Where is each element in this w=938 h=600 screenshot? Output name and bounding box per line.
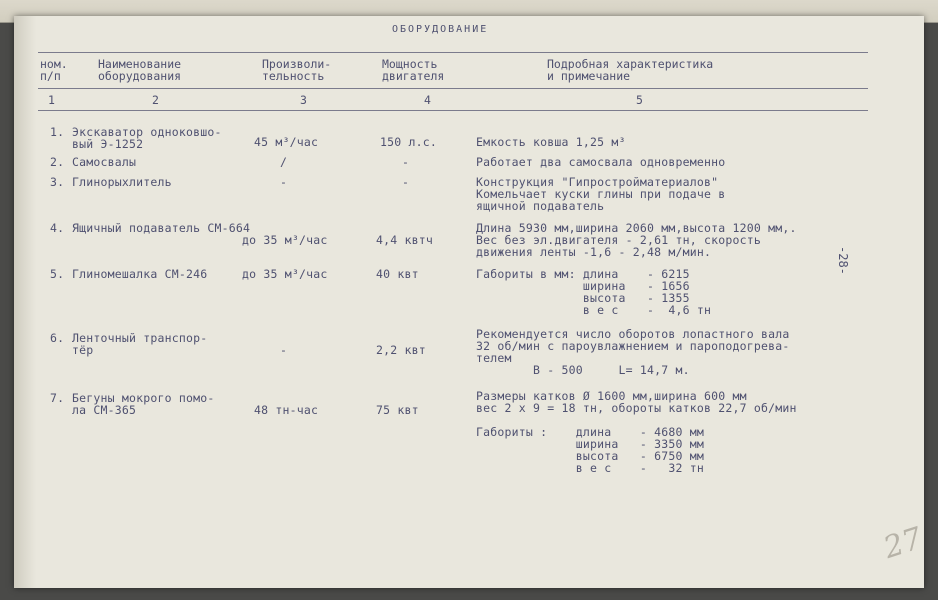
equipment-name: Ящичный подаватель СМ-664 bbox=[72, 221, 251, 235]
motor-power: - bbox=[402, 175, 410, 189]
col-number-1: 1 bbox=[48, 93, 55, 107]
notes: Конструкция "Гипростройматериалов" Комельчает куски глины при подаче в ящичной подаватель bbox=[476, 175, 726, 213]
productivity: до 35 м³/час bbox=[242, 233, 328, 247]
handwritten-page-number: 27 bbox=[879, 520, 927, 567]
document-title: ОБОРУДОВАНИЕ bbox=[392, 24, 489, 35]
motor-power: 2,2 квт bbox=[376, 343, 426, 357]
header-col-name: Наименование оборудования bbox=[98, 57, 182, 83]
motor-power: 150 л.с. bbox=[380, 135, 437, 149]
header-top-rule bbox=[38, 52, 868, 53]
motor-power: 40 квт bbox=[376, 267, 419, 281]
col-number-2: 2 bbox=[152, 93, 159, 107]
header-col-power: Мощность двигателя bbox=[382, 57, 445, 83]
notes: Габориты в мм: длина - 6215 ширина - 1656 высота - 1355 в е с - 4,6 тн bbox=[476, 267, 712, 317]
header-col-number: ном. п/п bbox=[40, 57, 68, 83]
productivity: - bbox=[280, 175, 288, 189]
notes: Длина 5930 мм,ширина 2060 мм,высота 1200 мм,. Вес без эл.двигателя - 2,61 тн, скорость движения ленты -1,6 - 2,48 м/мин. bbox=[476, 221, 797, 259]
productivity: - bbox=[280, 343, 288, 357]
row-number: 2. bbox=[50, 155, 65, 169]
page-number: -28- bbox=[836, 246, 850, 275]
equipment-name: Глиномешалка СМ-246 bbox=[72, 267, 208, 281]
motor-power: 75 квт bbox=[376, 403, 419, 417]
notes: Работает два самосвала одновременно bbox=[476, 155, 726, 169]
header-col-productivity: Произволи- тельность bbox=[262, 57, 332, 83]
row-number: 3. bbox=[50, 175, 65, 189]
motor-power: 4,4 квтч bbox=[376, 233, 433, 247]
header-col-notes: Подробная характеристика и примечание bbox=[547, 57, 714, 83]
document-page bbox=[14, 16, 927, 588]
motor-power: - bbox=[402, 155, 410, 169]
row-number: 6. bbox=[50, 331, 65, 345]
equipment-name: Глинорыхлитель bbox=[72, 175, 172, 189]
equipment-name: Самосвалы bbox=[72, 155, 137, 169]
col-number-5: 5 bbox=[636, 93, 643, 107]
equipment-name: Ленточный транспор- тёр bbox=[72, 331, 208, 357]
header-bottom-rule bbox=[38, 110, 868, 111]
productivity: до 35 м³/час bbox=[242, 267, 328, 281]
productivity: 45 м³/час bbox=[254, 135, 319, 149]
notes: Размеры катков Ø 1600 мм,ширина 600 мм вес 2 х 9 = 18 тн, обороты катков 22,7 об/мин Габориты : длина - 4680 мм ширина - 3350 мм высота - 6750 мм в е с - 32 тн bbox=[476, 389, 797, 475]
row-number: 4. bbox=[50, 221, 65, 235]
col-number-4: 4 bbox=[424, 93, 431, 107]
row-number: 7. bbox=[50, 391, 65, 405]
row-number: 5. bbox=[50, 267, 65, 281]
equipment-name: Экскаватор одноковшо- вый Э-1252 bbox=[72, 125, 222, 151]
header-mid-rule bbox=[38, 88, 868, 89]
equipment-name: Бегуны мокрого помо- ла СМ-365 bbox=[72, 391, 215, 417]
page-binding bbox=[14, 16, 36, 588]
row-number: 1. bbox=[50, 125, 65, 139]
productivity: / bbox=[280, 155, 288, 169]
notes: Емкость ковша 1,25 м³ bbox=[476, 135, 626, 149]
notes: Рекомендуется число оборотов лопастного вала 32 об/мин с пароувлажнением и пароподогрева- телем В - 500 L= 14,7 м. bbox=[476, 327, 790, 377]
col-number-3: 3 bbox=[300, 93, 307, 107]
productivity: 48 тн-час bbox=[254, 403, 319, 417]
